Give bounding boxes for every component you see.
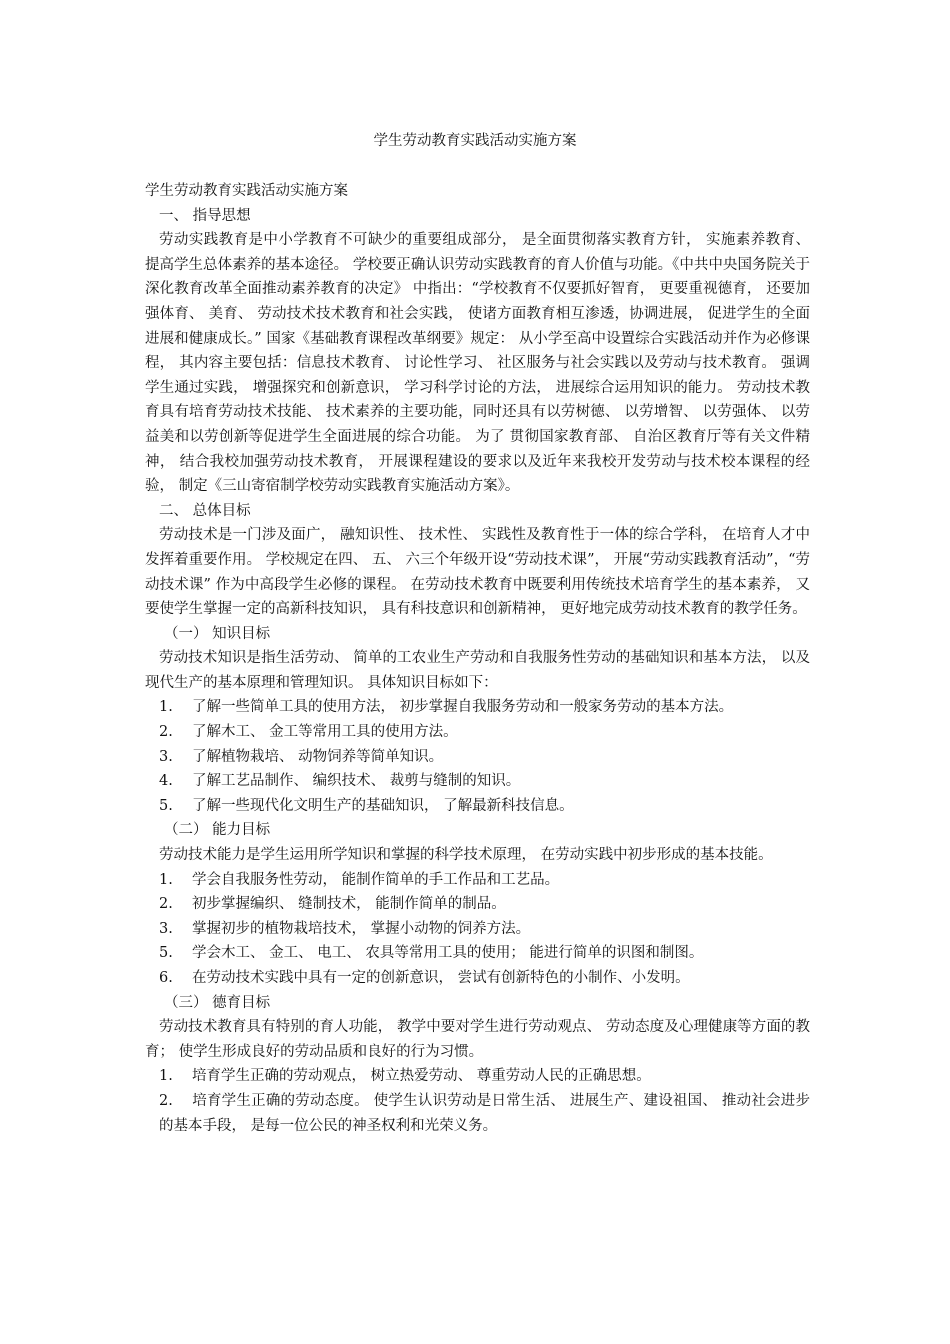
- list-item-text: 了解一些现代化文明生产的基础知识， 了解最新科技信息。: [192, 797, 574, 814]
- list-knowledge-goals: [145, 695, 810, 818]
- paragraph-overall-goals: 劳动技术是一门涉及面广， 融知识性、 技术性、 实践性及教育性于一体的综合学科， 在培育人才中发挥着重要作用。 学校规定在四、 五、 六三个年级开设“劳动技术课”， 开展“劳动实践教育活动”，“劳动技术课” 作为中高段学生必修的课程。 在劳动技术教育中既要利用传统技术培育学生的基本素养， 又要使学生掌握一定的高新科技知识， 具有科技意识和创新精神， 更好地完成劳动技术教育的教学任务。: [145, 527, 810, 618]
- list-item-number: 1.: [159, 699, 173, 716]
- section-title-overall-goals: 二、 总体目标: [159, 502, 251, 519]
- list-item-number: 5.: [159, 945, 173, 962]
- document-body: [145, 179, 810, 1138]
- list-item-text: 学会木工、 金工、 电工、 农具等常用工具的使用； 能进行简单的识图和制图。: [192, 945, 704, 962]
- list-item-text: 掌握初步的植物栽培技术， 掌握小动物的饲养方法。: [192, 920, 531, 937]
- list-item-text: 培育学生正确的劳动态度。 使学生认识劳动是日常生活、 进展生产、建设祖国、 推动社会进步的基本手段， 是每一位公民的神圣权利和光荣义务。: [159, 1092, 810, 1134]
- list-item-number: 2.: [159, 724, 173, 741]
- list-item-number: 1.: [159, 1068, 173, 1085]
- paragraph-knowledge-goals: 劳动技术知识是指生活劳动、 简单的工农业生产劳动和自我服务性劳动的基础知识和基本方法， 以及现代生产的基本原理和管理知识。 具体知识目标如下：: [145, 650, 810, 691]
- list-item-number: 3.: [159, 920, 173, 937]
- paragraph-ability-goals: 劳动技术能力是学生运用所学知识和掌握的科学技术原理， 在劳动实践中初步形成的基本技能。: [159, 847, 773, 864]
- list-item-text: 初步掌握编织、 缝制技术， 能制作简单的制品。: [192, 896, 506, 913]
- list-item-text: 了解木工、 金工等常用工具的使用方法。: [192, 724, 458, 741]
- list-item: [145, 720, 810, 745]
- list-item-number: 6.: [159, 970, 173, 986]
- list-item-number: 3.: [159, 748, 173, 765]
- list-item-text: 了解工艺品制作、 编织技术、 裁剪与缝制的知识。: [192, 773, 521, 790]
- list-item: [145, 1089, 810, 1138]
- list-item: [145, 892, 810, 917]
- paragraph-moral-goals: 劳动技术教育具有特别的育人功能， 教学中要对学生进行劳动观点、 劳动态度及心理健康等方面的教育； 使学生形成良好的劳动品质和良好的行为习惯。: [145, 1019, 810, 1060]
- list-item: [145, 966, 810, 991]
- list-item-number: 4.: [159, 773, 173, 790]
- list-item: [145, 1064, 810, 1089]
- list-item: [145, 941, 810, 966]
- list-item-text: 了解一些简单工具的使用方法， 初步掌握自我服务劳动和一般家务劳动的基本方法。: [192, 699, 734, 716]
- list-moral-goals: [145, 1064, 810, 1138]
- section-title-guiding-thought: 一、 指导思想: [159, 207, 251, 224]
- document-title: 学生劳动教育实践活动实施方案: [373, 133, 577, 149]
- subsection-title-knowledge-goals: （一） 知识目标: [164, 625, 271, 642]
- list-item-text: 在劳动技术实践中具有一定的创新意识， 尝试有创新特色的小制作、小发明。: [192, 970, 690, 986]
- subsection-title-ability-goals: （二） 能力目标: [164, 822, 271, 839]
- list-item: [145, 769, 810, 794]
- list-item-text: 了解植物栽培、 动物饲养等简单知识。: [192, 748, 444, 765]
- subsection-title-moral-goals: （三） 德育目标: [164, 994, 271, 1011]
- list-item-number: 2.: [159, 1092, 173, 1109]
- list-item: [145, 868, 810, 893]
- list-item-text: 学会自我服务性劳动， 能制作简单的手工作品和工艺品。: [192, 871, 560, 888]
- list-ability-goals: [145, 868, 810, 991]
- list-item-number: 2.: [159, 896, 173, 913]
- list-item: [145, 745, 810, 770]
- list-item-number: 1.: [159, 871, 173, 888]
- list-item: [145, 794, 810, 819]
- list-item-text: 培育学生正确的劳动观点， 树立热爱劳动、 尊重劳动人民的正确思想。: [192, 1068, 651, 1085]
- list-item: [145, 917, 810, 942]
- list-item: [145, 695, 810, 720]
- paragraph-guiding-thought: 劳动实践教育是中小学教育不可缺少的重要组成部分， 是全面贯彻落实教育方针， 实施素养教育、 提高学生总体素养的基本途径。 学校要正确认识劳动实践教育的育人价值与功能。《中共中央国务院关于深化教育改革全面推动素养教育的决定》 中指出：“学校教育不仅要抓好智育， 更要重视德育， 还要加强体育、 美育、 劳动技术技术教育和社会实践， 使诸方面教育相互渗透，协调进展， 促进学生的全面进展和健康成长。” 国家《基础教育课程改革纲要》规定： 从小学至高中设置综合实践活动并作为必修课程， 其内容主要包括：信息技术教育、 讨论性学习、 社区服务与社会实践以及劳动与技术教育。 强调学生通过实践， 增强探究和创新意识， 学习科学讨论的方法， 进展综合运用知识的能力。 劳动技术教育具有培育劳动技术技能、 技术素养的主要功能，同时还具有以劳树德、 以劳增智、 以劳强体、 以劳益美和以劳创新等促进学生全面进展的综合功能。 为了 贯彻国家教育部、 自治区教育厅等有关文件精神， 结合我校加强劳动技术教育， 开展课程建设的要求以及近年来我校开发劳动与技术校本课程的经验， 制定《三山寄宿制学校劳动实践教育实施活动方案》。: [145, 232, 810, 495]
- document-heading: 学生劳动教育实践活动实施方案: [145, 183, 348, 199]
- list-item-number: 5.: [159, 797, 173, 814]
